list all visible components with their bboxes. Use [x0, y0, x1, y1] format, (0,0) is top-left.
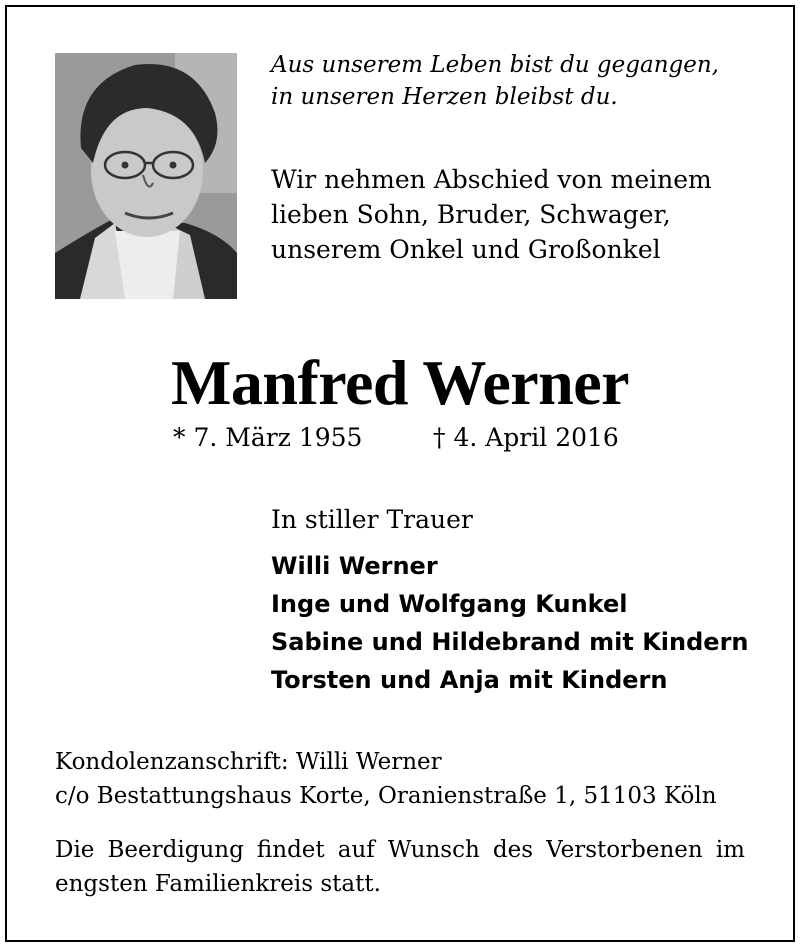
portrait-photo — [55, 53, 237, 299]
mourners-list — [271, 547, 749, 699]
birth-date: * 7. März 1955 — [173, 423, 363, 452]
mourner-name: Torsten und Anja mit Kindern — [271, 666, 668, 694]
farewell-line: unserem Onkel und Großonkel — [271, 235, 661, 264]
death-date: † 4. April 2016 — [433, 423, 619, 452]
address-line: Kondolenzanschrift: Willi Werner — [55, 749, 442, 775]
farewell-line: Wir nehmen Abschied von meinem — [271, 165, 712, 194]
obituary-notice — [5, 5, 795, 942]
mourning-intro: In stiller Trauer — [271, 505, 473, 534]
address-line: c/o Bestattungshaus Korte, Oranienstraße 1, 51103 Köln — [55, 783, 717, 809]
mourner-name: Willi Werner — [271, 552, 438, 580]
funeral-note: Die Beerdigung findet auf Wunsch des Verstorbenen im engsten Familienkreis statt. — [55, 837, 745, 897]
mourner-name: Inge und Wolfgang Kunkel — [271, 590, 628, 618]
farewell-line: lieben Sohn, Bruder, Schwager, — [271, 200, 671, 229]
farewell-text — [271, 162, 747, 267]
mourner-name: Sabine und Hildebrand mit Kindern — [271, 628, 749, 656]
motto-verse — [271, 49, 771, 113]
motto-line: in unseren Herzen bleibst du. — [271, 84, 618, 110]
condolence-address — [55, 745, 755, 813]
motto-line: Aus unserem Leben bist du gegangen, — [271, 52, 719, 78]
deceased-name: Manfred Werner — [170, 347, 630, 418]
